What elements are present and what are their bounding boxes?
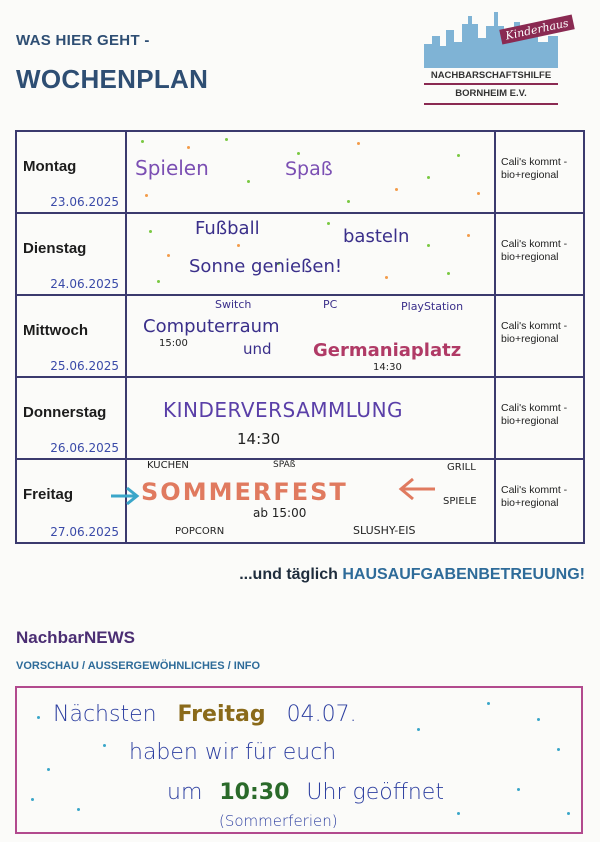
activity-text: Sonne genießen!: [189, 256, 343, 277]
note-text: Cali's kommt - bio+regional: [501, 484, 568, 509]
activity-text: SPAß: [273, 460, 296, 470]
news-date: 04.07.: [286, 702, 357, 727]
note-cell: [495, 131, 584, 213]
activity-text: Spielen: [135, 156, 209, 180]
day-cell: [16, 213, 126, 295]
day-cell: [16, 459, 126, 543]
note-text: Cali's kommt - bio+regional: [501, 402, 568, 427]
day-name: Dienstag: [23, 240, 87, 257]
table-row: [16, 377, 584, 459]
activity-text: Fußball: [195, 218, 260, 239]
logo-divider: [424, 83, 558, 85]
day-date: 25.06.2025: [50, 359, 119, 373]
organization-logo: [424, 8, 584, 104]
day-cell: [16, 131, 126, 213]
day-date: 24.06.2025: [50, 277, 119, 291]
news-line: haben wir für euch: [129, 740, 337, 765]
activity-time: 14:30: [237, 430, 281, 448]
note-cell: [495, 377, 584, 459]
news-line: (Sommerferien): [219, 812, 338, 830]
activity-text: PC: [323, 298, 338, 311]
logo-name: NACHBARSCHAFTSHILFE: [430, 70, 552, 81]
day-cell: [16, 377, 126, 459]
table-row: [16, 459, 584, 543]
note-text: Cali's kommt - bio+regional: [501, 320, 568, 345]
activity-cell: [126, 295, 495, 377]
header-kicker: WAS HIER GEHT -: [16, 32, 150, 49]
page-title: WOCHENPLAN: [16, 64, 209, 94]
weekly-plan-table: [15, 130, 585, 544]
table-row: [16, 213, 584, 295]
activity-text: POPCORN: [175, 526, 225, 537]
activity-time: ab 15:00: [253, 506, 307, 520]
activity-text: Switch: [215, 298, 252, 311]
activity-text: Spaß: [285, 158, 333, 180]
day-date: 27.06.2025: [50, 525, 119, 539]
activity-cell: [126, 459, 495, 543]
skyline-icon: [424, 8, 558, 68]
activity-text: SLUSHY-EIS: [353, 524, 416, 537]
logo-badge: Kinderhaus: [499, 14, 575, 44]
daily-highlight: HAUSAUFGABENBETREUUNG!: [342, 566, 585, 583]
table-row: [16, 295, 584, 377]
activity-text: Computerraum: [143, 316, 280, 337]
day-name: Donnerstag: [23, 404, 107, 421]
note-cell: [495, 459, 584, 543]
confetti-decoration: [127, 214, 494, 294]
logo-sub: BORNHEIM E.V.: [455, 88, 527, 99]
news-time: 10:30: [219, 780, 290, 805]
news-highlight: Freitag: [177, 702, 266, 727]
activity-text: KINDERVERSAMMLUNG: [163, 398, 404, 422]
news-line: [53, 702, 357, 727]
day-name: Montag: [23, 158, 77, 175]
daily-prefix: ...und täglich: [239, 566, 343, 583]
news-text: Nächsten: [53, 702, 157, 727]
activity-time: 15:00: [159, 338, 188, 349]
activity-text: SPIELE: [443, 496, 477, 507]
note-text: Cali's kommt - bio+regional: [501, 156, 568, 181]
activity-title: SOMMERFEST: [141, 478, 348, 506]
daily-homework-notice: [170, 566, 585, 584]
day-name: Freitag: [23, 486, 74, 503]
news-box: [15, 686, 583, 834]
activity-text: KUCHEN: [147, 460, 189, 471]
news-title: NachbarNEWS: [16, 628, 136, 647]
logo-underline: [424, 103, 558, 105]
activity-text: Germaniaplatz: [313, 340, 462, 361]
activity-text: und: [243, 340, 272, 358]
news-text: Uhr geöffnet: [306, 780, 444, 805]
note-text: Cali's kommt - bio+regional: [501, 238, 568, 263]
arrow-left-icon: [397, 476, 437, 502]
activity-cell: [126, 131, 495, 213]
day-cell: [16, 295, 126, 377]
activity-time: 14:30: [373, 362, 402, 373]
table-row: [16, 131, 584, 213]
activity-cell: [126, 213, 495, 295]
day-date: 26.06.2025: [50, 441, 119, 455]
activity-text: PlayStation: [401, 300, 464, 313]
note-cell: [495, 295, 584, 377]
arrow-right-icon: [111, 486, 141, 506]
day-name: Mittwoch: [23, 322, 88, 339]
activity-text: basteln: [343, 226, 410, 247]
activity-cell: [126, 377, 495, 459]
news-text: um: [167, 780, 203, 805]
note-cell: [495, 213, 584, 295]
news-line: [167, 780, 444, 805]
news-subtitle: VORSCHAU / AUSSERGEWÖHNLICHES / INFO: [16, 660, 261, 672]
day-date: 23.06.2025: [50, 195, 119, 209]
activity-text: GRILL: [447, 462, 476, 473]
